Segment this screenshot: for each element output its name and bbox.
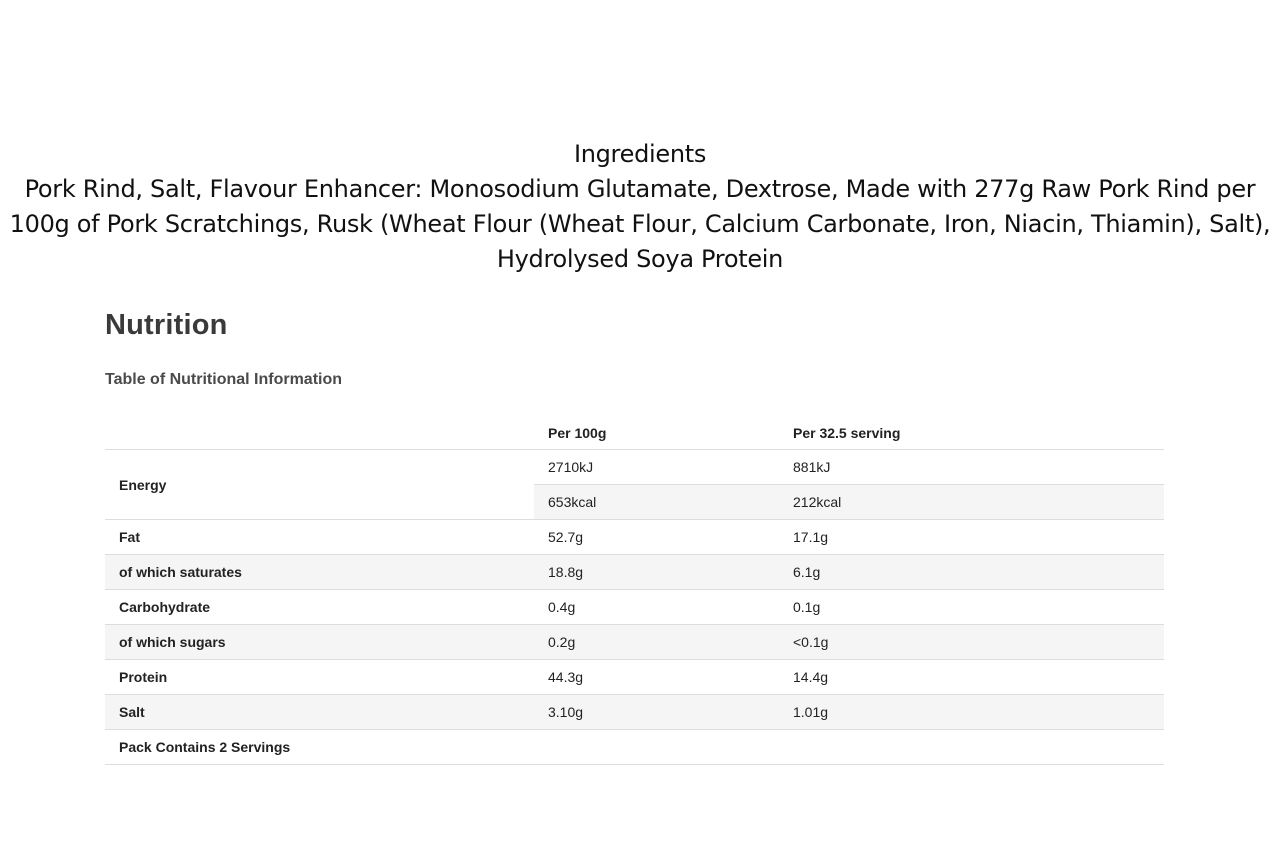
- row-per-100g: 44.3g: [534, 660, 779, 695]
- header-blank: [105, 416, 534, 450]
- energy-label: Energy: [105, 450, 534, 520]
- row-per-100g: 3.10g: [534, 695, 779, 730]
- nutrition-table: [105, 416, 1164, 765]
- ingredients-title: Ingredients: [573, 140, 707, 168]
- row-per-100g: 0.2g: [534, 625, 779, 660]
- row-per-100g: 52.7g: [534, 520, 779, 555]
- nutrition-section: [105, 306, 1164, 765]
- ingredients-section: [0, 137, 1280, 277]
- row-label: of which saturates: [105, 555, 534, 590]
- nutrition-title: Nutrition: [105, 309, 228, 341]
- table-row-protein: [105, 660, 1164, 695]
- row-label: Fat: [105, 520, 534, 555]
- row-per-100g: 0.4g: [534, 590, 779, 625]
- nutrition-table-caption: Table of Nutritional Information: [105, 371, 343, 388]
- table-row-fat: [105, 520, 1164, 555]
- row-per-serving: 6.1g: [779, 555, 1164, 590]
- row-label: Carbohydrate: [105, 590, 534, 625]
- ingredients-text: Pork Rind, Salt, Flavour Enhancer: Monosodium Glutamate, Dextrose, Made with 277g Raw Pork Rind per 100g of Pork Scratchings, Rusk (Wheat Flour (Wheat Flour, Calcium Carbonate, Iron, Niacin, Thiamin), Salt), Hydrolysed Soya Protein: [9, 175, 1271, 273]
- row-per-serving: 14.4g: [779, 660, 1164, 695]
- pack-servings-label: Pack Contains 2 Servings: [105, 730, 534, 765]
- row-per-serving: 17.1g: [779, 520, 1164, 555]
- row-label: Salt: [105, 695, 534, 730]
- header-per-100g: Per 100g: [534, 416, 779, 450]
- table-row-sugars: [105, 625, 1164, 660]
- row-per-serving: 1.01g: [779, 695, 1164, 730]
- row-per-serving: 0.1g: [779, 590, 1164, 625]
- header-per-serving: Per 32.5 serving: [779, 416, 1164, 450]
- row-per-100g: 18.8g: [534, 555, 779, 590]
- energy-kcal-per-serving: 212kcal: [779, 485, 1164, 520]
- row-label: Protein: [105, 660, 534, 695]
- row-label: of which sugars: [105, 625, 534, 660]
- energy-kj-per-serving: 881kJ: [779, 450, 1164, 485]
- energy-kj-per-100g: 2710kJ: [534, 450, 779, 485]
- table-row-salt: [105, 695, 1164, 730]
- table-row-saturates: [105, 555, 1164, 590]
- energy-kcal-per-100g: 653kcal: [534, 485, 779, 520]
- table-row-carbohydrate: [105, 590, 1164, 625]
- table-header-row: [105, 416, 1164, 450]
- table-row-pack-servings: [105, 730, 1164, 765]
- table-row-energy-kj: [105, 450, 1164, 485]
- pack-servings-empty-1: [534, 730, 779, 765]
- pack-servings-empty-2: [779, 730, 1164, 765]
- row-per-serving: <0.1g: [779, 625, 1164, 660]
